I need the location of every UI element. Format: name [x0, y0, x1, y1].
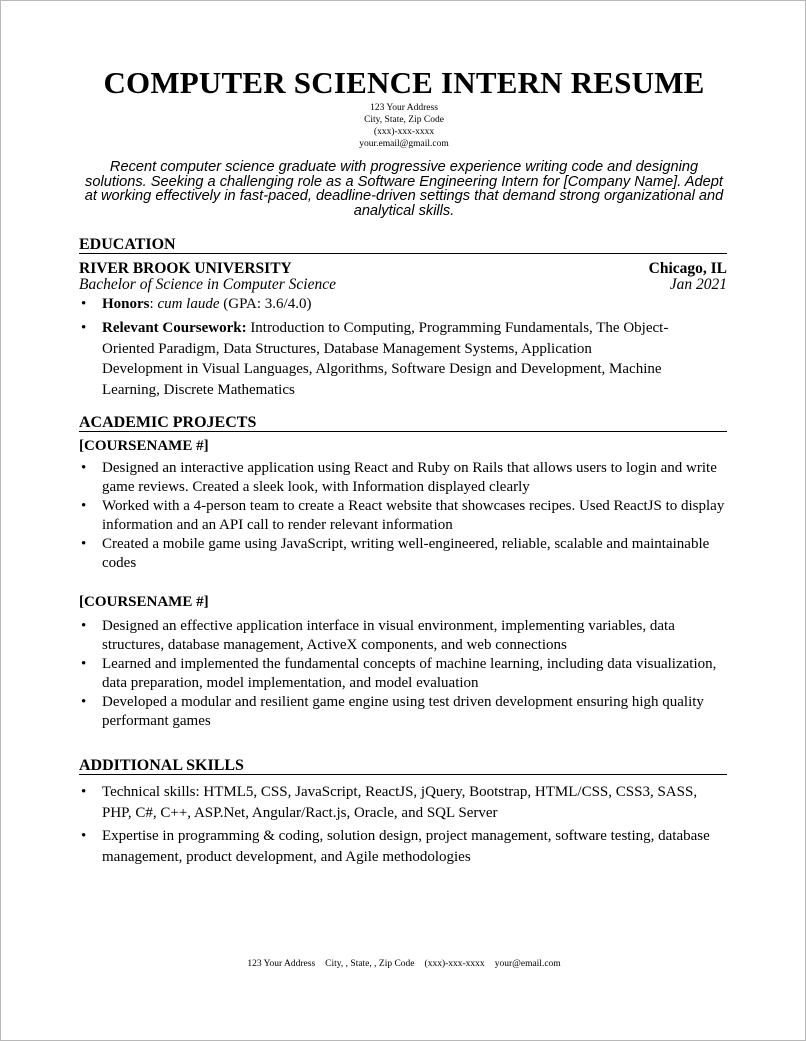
contact-email: your.email@gmail.com	[359, 139, 449, 149]
contact-block	[1, 102, 806, 150]
list-item: • Worked with a 4-person team to create a React website that showcases recipes. Used ReactJS to display information and an API call to render relevant information	[79, 497, 727, 535]
education-section	[79, 237, 727, 400]
footer-city: City, , State, , Zip Code	[325, 959, 415, 969]
list-item: • Designed an interactive application using React and Ruby on Rails that allows users to login and write game reviews. Created a sleek look, with Information displayed clearly	[79, 459, 727, 497]
list-item: • Developed a modular and resilient game engine using test driven development ensuring high quality performant games	[79, 693, 727, 731]
school-location: Chicago, IL	[648, 260, 727, 277]
honors-gpa: (GPA: 3.6/4.0)	[219, 296, 312, 312]
skills-heading: ADDITIONAL SKILLS	[79, 758, 727, 775]
footer-phone: (xxx)-xxx-xxxx	[424, 959, 485, 969]
list-item	[79, 318, 672, 400]
honors-label: Honors	[102, 296, 150, 312]
list-item: • Created a mobile game using JavaScript, writing well-engineered, reliable, scalable and maintainable codes	[79, 535, 727, 573]
footer-address: 123 Your Address	[247, 959, 316, 969]
coursework-label: Relevant Coursework:	[102, 320, 247, 336]
contact-city: City, State, Zip Code	[364, 115, 444, 125]
degree-date: Jan 2021	[669, 276, 727, 293]
contact-address: 123 Your Address	[370, 103, 438, 113]
projects-heading: ACADEMIC PROJECTS	[79, 415, 727, 432]
list-item: • Expertise in programming & coding, solution design, project management, software testing, database management, product development, and Agile methodologies	[79, 826, 727, 868]
summary-paragraph: Recent computer science graduate with progressive experience writing code and designing solutions. Seeking a challenging role as a Software Engineering Intern for [Company Name]. Adept at working effectively in fast-paced, deadline-driven settings that demand strong organizational and analytical skills.	[84, 159, 724, 219]
projects-section	[79, 415, 727, 731]
education-heading: EDUCATION	[79, 237, 727, 254]
degree-row	[79, 277, 727, 292]
footer-email: your@email.com	[494, 959, 561, 969]
school-name: RIVER BROOK UNIVERSITY	[79, 260, 292, 277]
project-list	[79, 459, 727, 573]
page-footer	[1, 959, 806, 969]
list-item: • Learned and implemented the fundamental concepts of machine learning, including data visualization, data preparation, model implementation, and model evaluation	[79, 655, 727, 693]
resume-title: COMPUTER SCIENCE INTERN RESUME	[103, 65, 705, 100]
list-item	[79, 295, 727, 314]
skills-section	[79, 758, 727, 868]
project-list	[79, 617, 727, 731]
skills-list	[79, 782, 727, 868]
honors-separator: :	[149, 296, 158, 312]
honors-value: cum laude	[157, 296, 220, 312]
degree-name: Bachelor of Science in Computer Science	[79, 276, 336, 293]
education-list	[79, 295, 727, 400]
list-item: • Designed an effective application interface in visual environment, implementing variables, data structures, database management, ActiveX components, and web connections	[79, 617, 727, 655]
list-item: • Technical skills: HTML5, CSS, JavaScript, ReactJS, jQuery, Bootstrap, HTML/CSS, CSS3, SASS, PHP, C#, C++, ASP.Net, Angular/Ract.js, Oracle, and SQL Server	[79, 782, 727, 824]
project-group-title: [COURSENAME #]	[79, 594, 209, 610]
project-group-title: [COURSENAME #]	[79, 438, 209, 454]
coursework-text: Introduction to Computing, Programming Fundamentals, The Object-Oriented Paradigm, Data Structures, Database Management Systems, Application Development in Visual Languages, Algorithms, Software Design and Development, Machine Learning, Discrete Mathematics	[102, 320, 669, 398]
contact-phone: (xxx)-xxx-xxxx	[373, 127, 435, 137]
school-row	[79, 261, 727, 276]
